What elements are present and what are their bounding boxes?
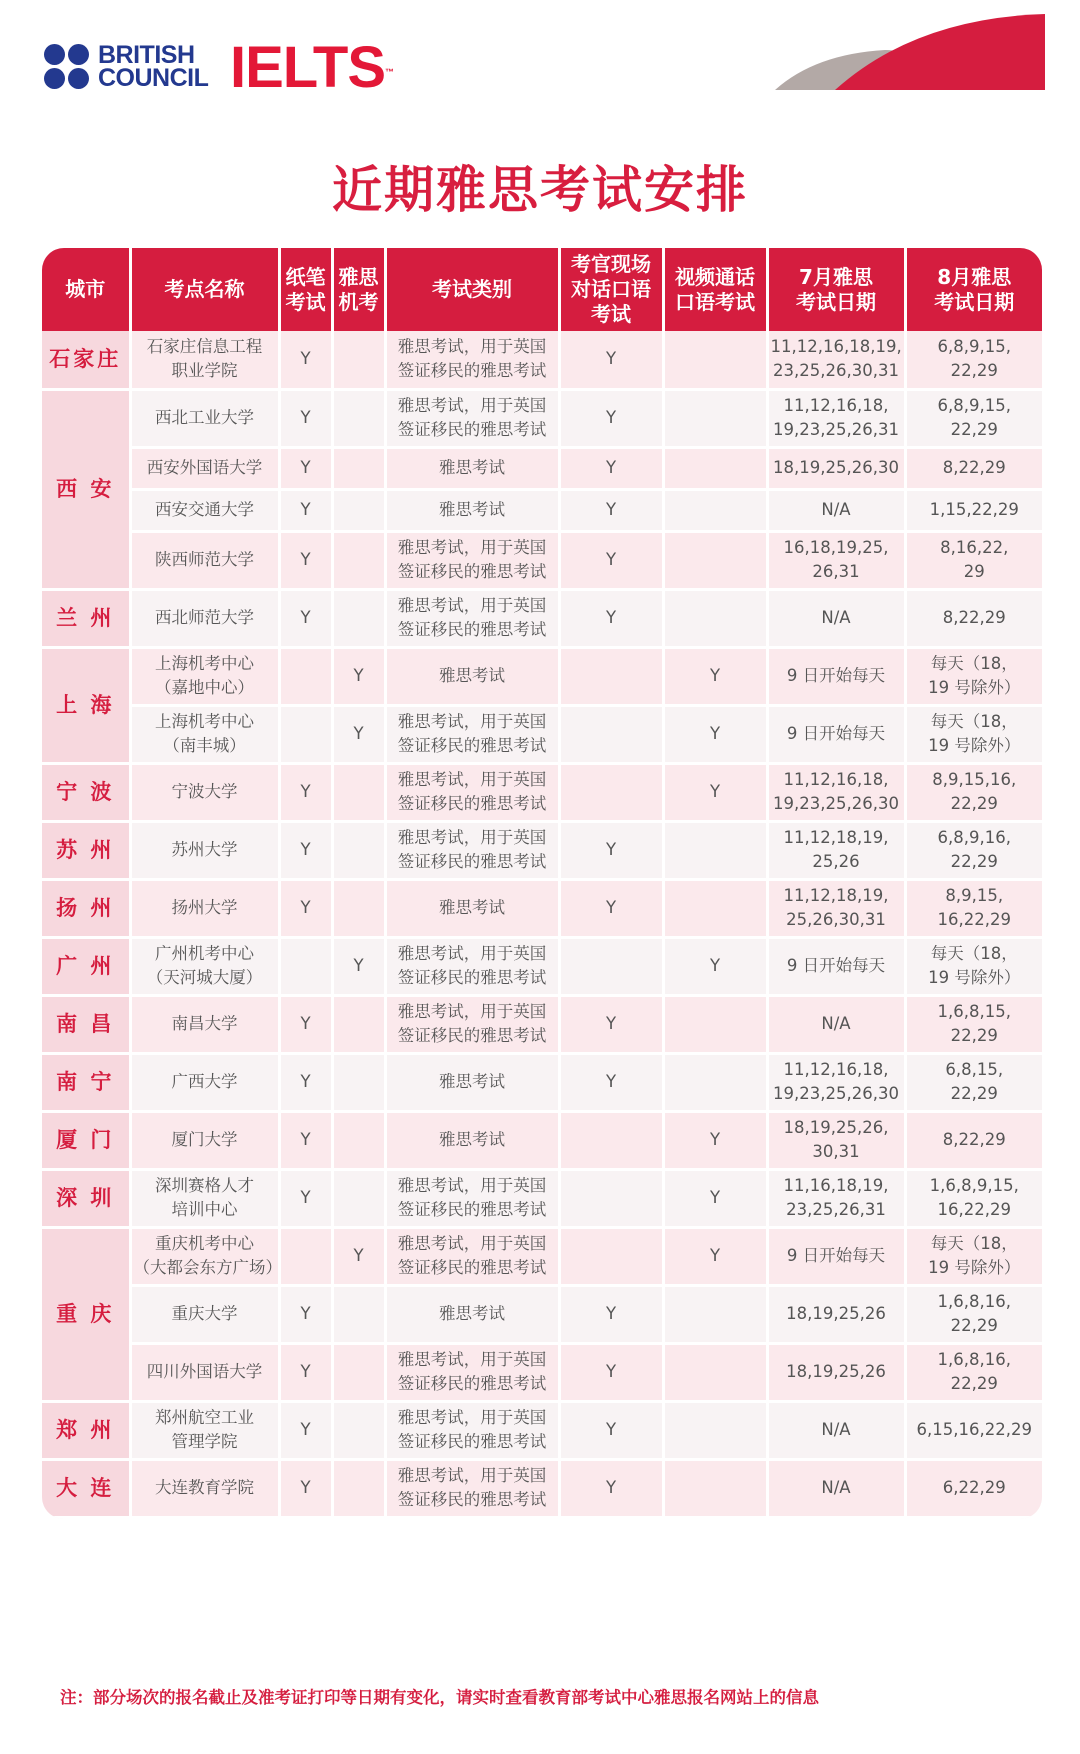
- paper-exam-cell: Y: [279, 1401, 332, 1459]
- header-venue: 考点名称: [130, 248, 279, 331]
- exam-type-cell: 雅思考试: [385, 1053, 559, 1111]
- face-to-face-speaking-cell: Y: [559, 821, 663, 879]
- city-cell: 厦 门: [42, 1111, 130, 1169]
- footnote: 注：部分场次的报名截止及准考证打印等日期有变化，请实时查看教育部考试中心雅思报名网站上的信息: [60, 1688, 819, 1707]
- face-to-face-speaking-cell: [559, 763, 663, 821]
- computer-exam-cell: Y: [332, 937, 385, 995]
- august-dates-cell: 6,8,9,15, 22,29: [905, 389, 1042, 447]
- venue-cell: 上海机考中心 （嘉地中心）: [130, 647, 279, 705]
- table-row: [42, 1401, 1042, 1459]
- city-cell: 苏 州: [42, 821, 130, 879]
- table-row: [42, 589, 1042, 647]
- august-dates-cell: 8,9,15, 16,22,29: [905, 879, 1042, 937]
- august-dates-cell: 6,8,9,16, 22,29: [905, 821, 1042, 879]
- city-cell: 石家庄: [42, 331, 130, 389]
- exam-type-cell: 雅思考试，用于英国 签证移民的雅思考试: [385, 1169, 559, 1227]
- face-to-face-speaking-cell: Y: [559, 1053, 663, 1111]
- table-row: [42, 447, 1042, 489]
- july-dates-cell: 18,19,25,26, 30,31: [767, 1111, 905, 1169]
- face-to-face-speaking-cell: Y: [559, 531, 663, 589]
- venue-cell: 西北师范大学: [130, 589, 279, 647]
- decorative-arc-graphic: [775, 14, 1045, 90]
- computer-exam-cell: [332, 1053, 385, 1111]
- venue-cell: 西北工业大学: [130, 389, 279, 447]
- video-speaking-cell: [663, 995, 767, 1053]
- city-cell: 广 州: [42, 937, 130, 995]
- july-dates-cell: 16,18,19,25, 26,31: [767, 531, 905, 589]
- city-cell: 西 安: [42, 389, 130, 589]
- computer-exam-cell: [332, 489, 385, 531]
- venue-cell: 上海机考中心 （南丰城）: [130, 705, 279, 763]
- august-dates-cell: 1,6,8,16, 22,29: [905, 1343, 1042, 1401]
- header-paper: 纸笔 考试: [279, 248, 332, 331]
- city-cell: 南 昌: [42, 995, 130, 1053]
- august-dates-cell: 每天（18， 19 号除外）: [905, 1227, 1042, 1285]
- august-dates-cell: 8,9,15,16, 22,29: [905, 763, 1042, 821]
- video-speaking-cell: Y: [663, 1169, 767, 1227]
- header-video: 视频通话 口语考试: [663, 248, 767, 331]
- face-to-face-speaking-cell: [559, 937, 663, 995]
- table-row: [42, 995, 1042, 1053]
- august-dates-cell: 6,15,16,22,29: [905, 1401, 1042, 1459]
- august-dates-cell: 每天（18， 19 号除外）: [905, 647, 1042, 705]
- exam-type-cell: 雅思考试，用于英国 签证移民的雅思考试: [385, 821, 559, 879]
- paper-exam-cell: Y: [279, 1285, 332, 1343]
- paper-exam-cell: Y: [279, 489, 332, 531]
- computer-exam-cell: Y: [332, 647, 385, 705]
- video-speaking-cell: [663, 447, 767, 489]
- bc-line2: COUNCIL: [98, 64, 209, 92]
- paper-exam-cell: [279, 647, 332, 705]
- video-speaking-cell: [663, 879, 767, 937]
- exam-type-cell: 雅思考试，用于英国 签证移民的雅思考试: [385, 589, 559, 647]
- ielts-wordmark: IELTS: [230, 35, 386, 100]
- exam-type-cell: 雅思考试，用于英国 签证移民的雅思考试: [385, 1343, 559, 1401]
- venue-cell: 大连教育学院: [130, 1459, 279, 1517]
- face-to-face-speaking-cell: Y: [559, 1285, 663, 1343]
- exam-type-cell: 雅思考试，用于英国 签证移民的雅思考试: [385, 1227, 559, 1285]
- venue-cell: 厦门大学: [130, 1111, 279, 1169]
- exam-type-cell: 雅思考试: [385, 1285, 559, 1343]
- table-row: [42, 821, 1042, 879]
- city-cell: 重 庆: [42, 1227, 130, 1401]
- july-dates-cell: N/A: [767, 995, 905, 1053]
- computer-exam-cell: [332, 589, 385, 647]
- paper-exam-cell: Y: [279, 589, 332, 647]
- table-row: [42, 1169, 1042, 1227]
- paper-exam-cell: Y: [279, 331, 332, 389]
- venue-cell: 四川外国语大学: [130, 1343, 279, 1401]
- computer-exam-cell: [332, 1169, 385, 1227]
- face-to-face-speaking-cell: Y: [559, 589, 663, 647]
- computer-exam-cell: [332, 821, 385, 879]
- computer-exam-cell: [332, 1343, 385, 1401]
- ielts-logo[interactable]: [230, 35, 394, 100]
- header-face-to-face: 考官现场 对话口语 考试: [559, 248, 663, 331]
- face-to-face-speaking-cell: [559, 1227, 663, 1285]
- paper-exam-cell: Y: [279, 1459, 332, 1517]
- exam-type-cell: 雅思考试，用于英国 签证移民的雅思考试: [385, 1459, 559, 1517]
- venue-cell: 郑州航空工业 管理学院: [130, 1401, 279, 1459]
- city-cell: 扬 州: [42, 879, 130, 937]
- table-row: [42, 1053, 1042, 1111]
- august-dates-cell: 1,6,8,15, 22,29: [905, 995, 1042, 1053]
- city-cell: 深 圳: [42, 1169, 130, 1227]
- table-row: [42, 937, 1042, 995]
- venue-cell: 重庆大学: [130, 1285, 279, 1343]
- city-cell: 上 海: [42, 647, 130, 763]
- city-cell: 宁 波: [42, 763, 130, 821]
- computer-exam-cell: Y: [332, 1227, 385, 1285]
- table-row: [42, 331, 1042, 389]
- exam-type-cell: 雅思考试: [385, 647, 559, 705]
- venue-cell: 石家庄信息工程 职业学院: [130, 331, 279, 389]
- venue-cell: 扬州大学: [130, 879, 279, 937]
- city-cell: 南 宁: [42, 1053, 130, 1111]
- july-dates-cell: N/A: [767, 1401, 905, 1459]
- exam-type-cell: 雅思考试，用于英国 签证移民的雅思考试: [385, 763, 559, 821]
- venue-cell: 宁波大学: [130, 763, 279, 821]
- computer-exam-cell: [332, 447, 385, 489]
- exam-type-cell: 雅思考试，用于英国 签证移民的雅思考试: [385, 389, 559, 447]
- table-row: [42, 531, 1042, 589]
- paper-exam-cell: [279, 1227, 332, 1285]
- venue-cell: 深圳赛格人才 培训中心: [130, 1169, 279, 1227]
- paper-exam-cell: Y: [279, 389, 332, 447]
- face-to-face-speaking-cell: Y: [559, 995, 663, 1053]
- august-dates-cell: 6,8,15, 22,29: [905, 1053, 1042, 1111]
- table-row: [42, 705, 1042, 763]
- exam-type-cell: 雅思考试，用于英国 签证移民的雅思考试: [385, 531, 559, 589]
- paper-exam-cell: Y: [279, 879, 332, 937]
- table-row: [42, 389, 1042, 447]
- face-to-face-speaking-cell: Y: [559, 1401, 663, 1459]
- video-speaking-cell: [663, 389, 767, 447]
- exam-type-cell: 雅思考试: [385, 1111, 559, 1169]
- video-speaking-cell: [663, 1053, 767, 1111]
- paper-exam-cell: [279, 937, 332, 995]
- video-speaking-cell: Y: [663, 1111, 767, 1169]
- face-to-face-speaking-cell: Y: [559, 389, 663, 447]
- july-dates-cell: 9 日开始每天: [767, 1227, 905, 1285]
- july-dates-cell: 9 日开始每天: [767, 705, 905, 763]
- header-july: 7月雅思 考试日期: [767, 248, 905, 331]
- face-to-face-speaking-cell: [559, 647, 663, 705]
- computer-exam-cell: [332, 531, 385, 589]
- city-cell: 大 连: [42, 1459, 130, 1517]
- august-dates-cell: 8,22,29: [905, 589, 1042, 647]
- july-dates-cell: 9 日开始每天: [767, 647, 905, 705]
- paper-exam-cell: Y: [279, 1169, 332, 1227]
- computer-exam-cell: [332, 1285, 385, 1343]
- july-dates-cell: N/A: [767, 589, 905, 647]
- venue-cell: 广州机考中心 （天河城大厦）: [130, 937, 279, 995]
- video-speaking-cell: Y: [663, 937, 767, 995]
- paper-exam-cell: [279, 705, 332, 763]
- city-cell: 郑 州: [42, 1401, 130, 1459]
- table-row: [42, 763, 1042, 821]
- video-speaking-cell: [663, 489, 767, 531]
- table-row: [42, 879, 1042, 937]
- july-dates-cell: 11,12,16,18, 19,23,25,26,31: [767, 389, 905, 447]
- july-dates-cell: 11,16,18,19, 23,25,26,31: [767, 1169, 905, 1227]
- table-row: [42, 489, 1042, 531]
- july-dates-cell: 11,12,18,19, 25,26,30,31: [767, 879, 905, 937]
- exam-type-cell: 雅思考试: [385, 489, 559, 531]
- venue-cell: 苏州大学: [130, 821, 279, 879]
- video-speaking-cell: [663, 821, 767, 879]
- table-body: [42, 331, 1042, 1517]
- paper-exam-cell: Y: [279, 763, 332, 821]
- july-dates-cell: N/A: [767, 1459, 905, 1517]
- july-dates-cell: 11,12,16,18, 19,23,25,26,30: [767, 763, 905, 821]
- ielts-trademark: ™: [385, 67, 394, 77]
- august-dates-cell: 1,15,22,29: [905, 489, 1042, 531]
- paper-exam-cell: Y: [279, 447, 332, 489]
- computer-exam-cell: [332, 763, 385, 821]
- header: [0, 0, 1080, 120]
- venue-cell: 西安交通大学: [130, 489, 279, 531]
- british-council-wordmark: [98, 41, 209, 92]
- british-council-dots-icon: [44, 44, 90, 90]
- august-dates-cell: 8,22,29: [905, 447, 1042, 489]
- july-dates-cell: 11,12,18,19, 25,26: [767, 821, 905, 879]
- video-speaking-cell: Y: [663, 647, 767, 705]
- venue-cell: 西安外国语大学: [130, 447, 279, 489]
- august-dates-cell: 每天（18， 19 号除外）: [905, 705, 1042, 763]
- computer-exam-cell: [332, 1401, 385, 1459]
- july-dates-cell: 11,12,16,18,19, 23,25,26,30,31: [767, 331, 905, 389]
- video-speaking-cell: [663, 589, 767, 647]
- paper-exam-cell: Y: [279, 1111, 332, 1169]
- table-header-row: [42, 248, 1042, 331]
- exam-type-cell: 雅思考试，用于英国 签证移民的雅思考试: [385, 331, 559, 389]
- computer-exam-cell: [332, 331, 385, 389]
- header-type: 考试类别: [385, 248, 559, 331]
- header-city: 城市: [42, 248, 130, 331]
- video-speaking-cell: [663, 1285, 767, 1343]
- video-speaking-cell: [663, 531, 767, 589]
- table-row: [42, 1111, 1042, 1169]
- paper-exam-cell: Y: [279, 1053, 332, 1111]
- july-dates-cell: 9 日开始每天: [767, 937, 905, 995]
- face-to-face-speaking-cell: [559, 1111, 663, 1169]
- face-to-face-speaking-cell: Y: [559, 1343, 663, 1401]
- face-to-face-speaking-cell: [559, 705, 663, 763]
- paper-exam-cell: Y: [279, 995, 332, 1053]
- august-dates-cell: 8,16,22, 29: [905, 531, 1042, 589]
- video-speaking-cell: Y: [663, 763, 767, 821]
- venue-cell: 重庆机考中心 （大都会东方广场）: [130, 1227, 279, 1285]
- july-dates-cell: 11,12,16,18, 19,23,25,26,30: [767, 1053, 905, 1111]
- video-speaking-cell: [663, 1401, 767, 1459]
- page-title: 近期雅思考试安排: [332, 161, 748, 219]
- video-speaking-cell: [663, 1459, 767, 1517]
- face-to-face-speaking-cell: Y: [559, 447, 663, 489]
- computer-exam-cell: [332, 879, 385, 937]
- schedule-table: [42, 248, 1042, 1519]
- exam-type-cell: 雅思考试，用于英国 签证移民的雅思考试: [385, 705, 559, 763]
- video-speaking-cell: Y: [663, 705, 767, 763]
- july-dates-cell: 18,19,25,26: [767, 1343, 905, 1401]
- computer-exam-cell: [332, 995, 385, 1053]
- video-speaking-cell: [663, 331, 767, 389]
- exam-type-cell: 雅思考试: [385, 447, 559, 489]
- header-computer: 雅思 机考: [332, 248, 385, 331]
- face-to-face-speaking-cell: Y: [559, 1459, 663, 1517]
- table-row: [42, 647, 1042, 705]
- exam-type-cell: 雅思考试，用于英国 签证移民的雅思考试: [385, 937, 559, 995]
- computer-exam-cell: [332, 389, 385, 447]
- face-to-face-speaking-cell: Y: [559, 879, 663, 937]
- july-dates-cell: N/A: [767, 489, 905, 531]
- july-dates-cell: 18,19,25,26: [767, 1285, 905, 1343]
- venue-cell: 南昌大学: [130, 995, 279, 1053]
- schedule-table-container: [42, 248, 1042, 1519]
- face-to-face-speaking-cell: Y: [559, 331, 663, 389]
- venue-cell: 广西大学: [130, 1053, 279, 1111]
- paper-exam-cell: Y: [279, 531, 332, 589]
- table-row: [42, 1343, 1042, 1401]
- computer-exam-cell: [332, 1111, 385, 1169]
- table-row: [42, 1285, 1042, 1343]
- paper-exam-cell: Y: [279, 821, 332, 879]
- july-dates-cell: 18,19,25,26,30: [767, 447, 905, 489]
- computer-exam-cell: Y: [332, 705, 385, 763]
- header-august: 8月雅思 考试日期: [905, 248, 1042, 331]
- table-row: [42, 1459, 1042, 1517]
- british-council-logo[interactable]: [44, 41, 209, 94]
- bc-line1: BRITISH: [98, 41, 195, 69]
- august-dates-cell: 1,6,8,9,15, 16,22,29: [905, 1169, 1042, 1227]
- august-dates-cell: 6,8,9,15, 22,29: [905, 331, 1042, 389]
- video-speaking-cell: Y: [663, 1227, 767, 1285]
- face-to-face-speaking-cell: [559, 1169, 663, 1227]
- august-dates-cell: 8,22,29: [905, 1111, 1042, 1169]
- city-cell: 兰 州: [42, 589, 130, 647]
- face-to-face-speaking-cell: Y: [559, 489, 663, 531]
- computer-exam-cell: [332, 1459, 385, 1517]
- august-dates-cell: 1,6,8,16, 22,29: [905, 1285, 1042, 1343]
- exam-type-cell: 雅思考试，用于英国 签证移民的雅思考试: [385, 1401, 559, 1459]
- paper-exam-cell: Y: [279, 1343, 332, 1401]
- august-dates-cell: 每天（18， 19 号除外）: [905, 937, 1042, 995]
- exam-type-cell: 雅思考试，用于英国 签证移民的雅思考试: [385, 995, 559, 1053]
- venue-cell: 陕西师范大学: [130, 531, 279, 589]
- exam-type-cell: 雅思考试: [385, 879, 559, 937]
- video-speaking-cell: [663, 1343, 767, 1401]
- august-dates-cell: 6,22,29: [905, 1459, 1042, 1517]
- table-row: [42, 1227, 1042, 1285]
